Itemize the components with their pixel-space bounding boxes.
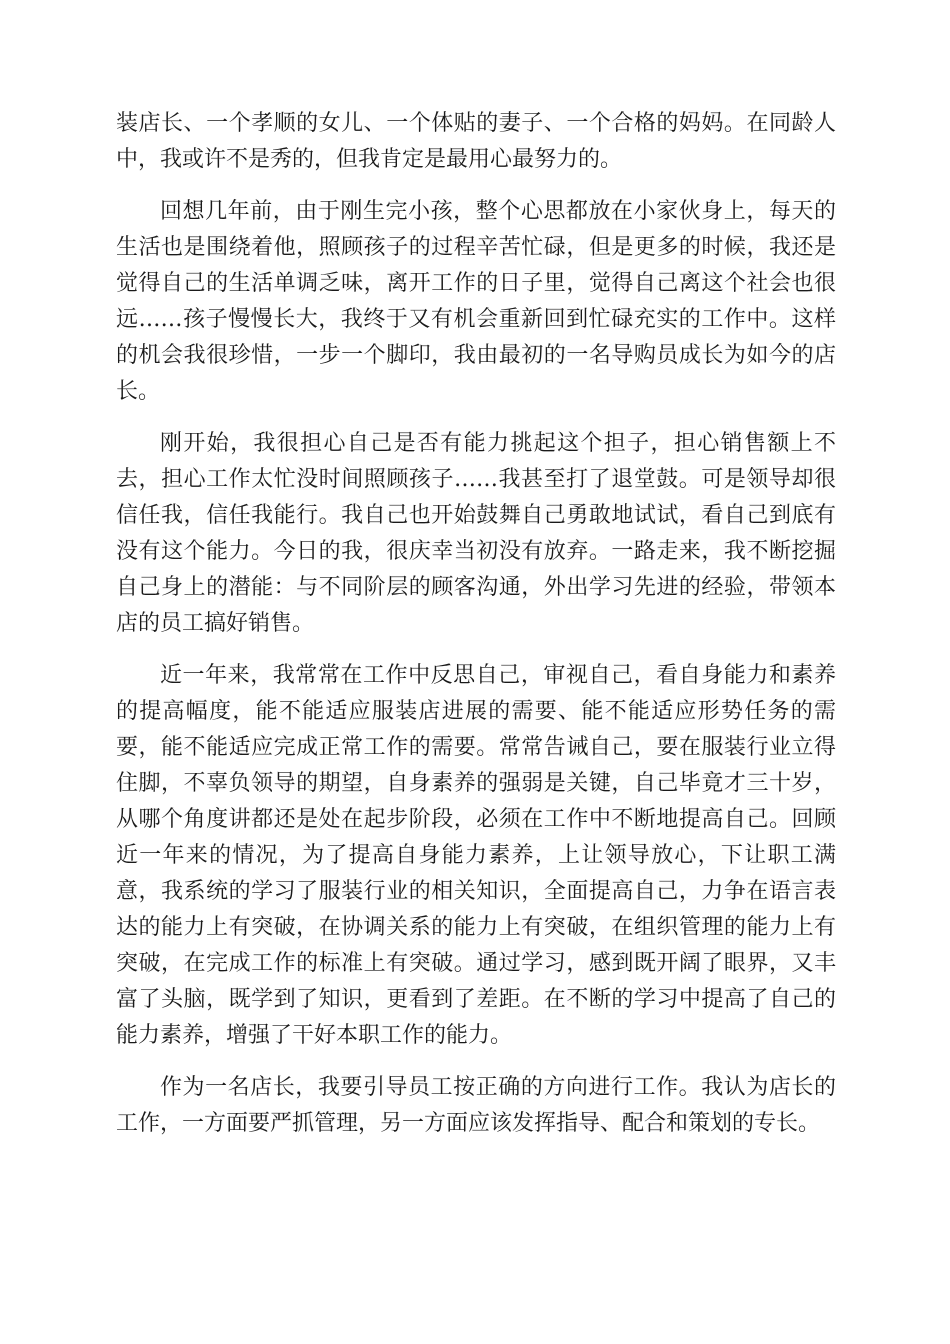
paragraph-5: 作为一名店长，我要引导员工按正确的方向进行工作。我认为店长的工作，一方面要严抓管理，另一方面应该发挥指导、配合和策划的专长。 <box>116 1075 836 1136</box>
paragraph-2: 回想几年前，由于刚生完小孩，整个心思都放在小家伙身上，每天的生活也是围绕着他，照顾孩子的过程辛苦忙碌，但是更多的时候，我还是觉得自己的生活单调乏味，离开工作的日子里，觉得自己离这个社会也很远……孩子慢慢长大，我终于又有机会重新回到忙碌充实的工作中。这样的机会我很珍惜，一步一个脚印，我由最初的一名导购员成长为如今的店长。 <box>116 199 836 404</box>
document-body <box>116 106 836 1158</box>
paragraph-4: 近一年来，我常常在工作中反思自己，审视自己，看自身能力和素养的提高幅度，能不能适应服装店进展的需要、能不能适应形势任务的需要，能不能适应完成正常工作的需要。常常告诫自己，要在服装行业立得住脚，不辜负领导的期望，自身素养的强弱是关键，自己毕竟才三十岁，从哪个角度讲都还是处在起步阶段，必须在工作中不断地提高自己。回顾近一年来的情况，为了提高自身能力素养，上让领导放心，下让职工满意，我系统的学习了服装行业的相关知识，全面提高自己，力争在语言表达的能力上有突破，在协调关系的能力上有突破，在组织管理的能力上有突破，在完成工作的标准上有突破。通过学习，感到既开阔了眼界，又丰富了头脑，既学到了知识，更看到了差距。在不断的学习中提高了自己的能力素养，增强了干好本职工作的能力。 <box>116 663 836 1048</box>
paragraph-1: 装店长、一个孝顺的女儿、一个体贴的妻子、一个合格的妈妈。在同龄人中，我或许不是秀的，但我肯定是最用心最努力的。 <box>116 111 836 172</box>
paragraph-3: 刚开始，我很担心自己是否有能力挑起这个担子，担心销售额上不去，担心工作太忙没时间照顾孩子……我甚至打了退堂鼓。可是领导却很信任我，信任我能行。我自己也开始鼓舞自己勇敢地试试，看自己到底有没有这个能力。今日的我，很庆幸当初没有放弃。一路走来，我不断挖掘自己身上的潜能：与不同阶层的顾客沟通，外出学习先进的经验，带领本店的员工搞好销售。 <box>116 431 836 636</box>
